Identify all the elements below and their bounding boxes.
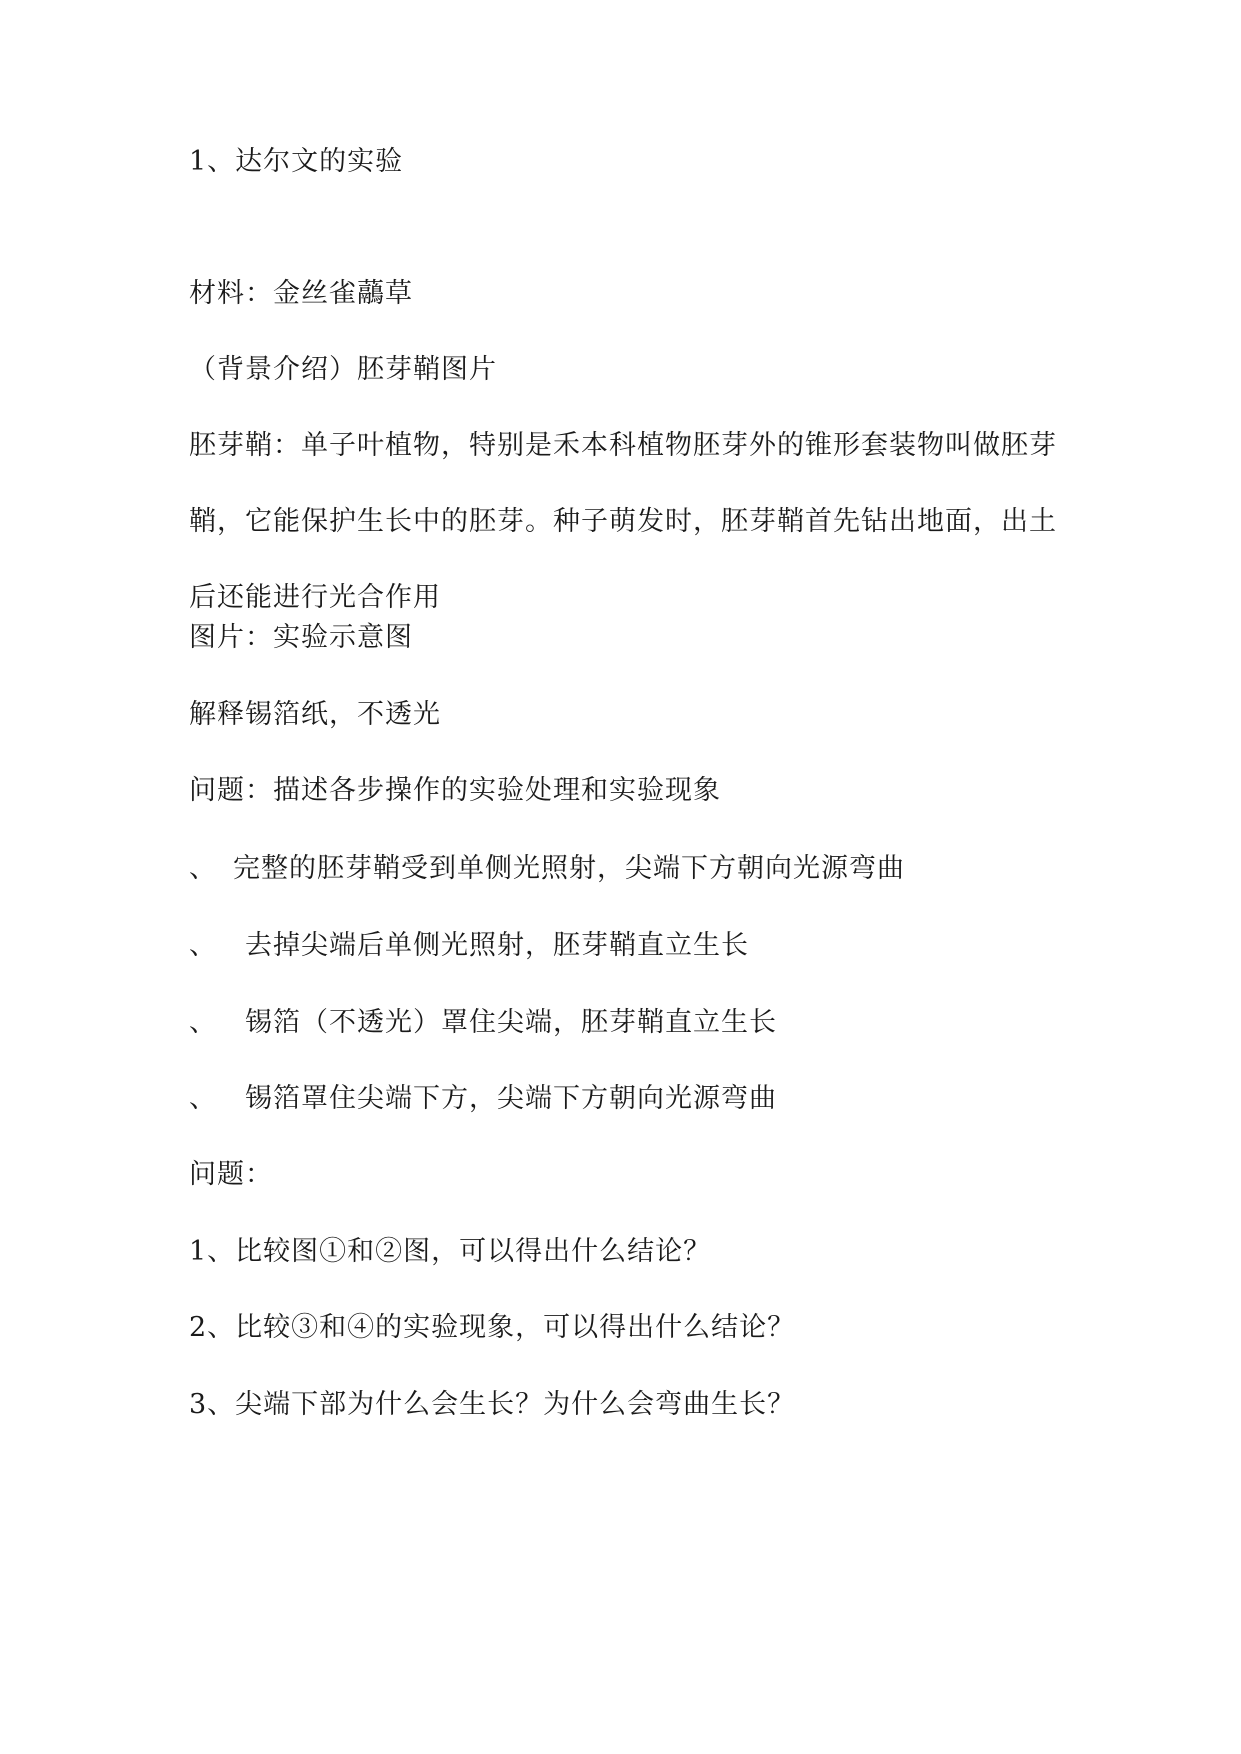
step-text: 锡箔（不透光）罩住尖端，胚芽鞘直立生长 [245,1007,777,1038]
step-item [189,928,749,964]
step-item [189,1005,777,1041]
step-text: 锡箔罩住尖端下方，尖端下方朝向光源弯曲 [245,1083,777,1114]
step-mark: 、 [189,853,217,884]
definition-line: 后还能进行光合作用 [189,582,441,613]
step-item [189,851,905,887]
step-mark: 、 [189,1007,217,1038]
step-mark: 、 [189,1083,217,1114]
background-line: （背景介绍）胚芽鞘图片 [189,354,497,385]
question-item: 1、比较图①和②图，可以得出什么结论？ [189,1236,712,1267]
definition-line: 鞘，它能保护生长中的胚芽。种子萌发时，胚芽鞘首先钻出地面，出土 [189,506,1057,537]
question-item: 3、尖端下部为什么会生长？为什么会弯曲生长？ [189,1389,796,1420]
step-text: 去掉尖端后单侧光照射，胚芽鞘直立生长 [245,930,749,961]
step-text: 完整的胚芽鞘受到单侧光照射，尖端下方朝向光源弯曲 [233,853,905,884]
explain-line: 解释锡箔纸，不透光 [189,699,441,730]
question-intro: 问题：描述各步操作的实验处理和实验现象 [189,775,721,806]
question-item: 2、比较③和④的实验现象，可以得出什么结论？ [189,1312,796,1343]
picture-line: 图片：实验示意图 [189,622,413,653]
section-heading: 1、达尔文的实验 [189,146,404,177]
definition-paragraph [189,428,1089,616]
questions-label: 问题： [189,1159,273,1190]
material-line: 材料：金丝雀虉草 [189,278,413,309]
definition-line: 胚芽鞘：单子叶植物，特别是禾本科植物胚芽外的锥形套装物叫做胚芽 [189,430,1057,461]
step-mark: 、 [189,930,217,961]
step-item [189,1081,777,1117]
